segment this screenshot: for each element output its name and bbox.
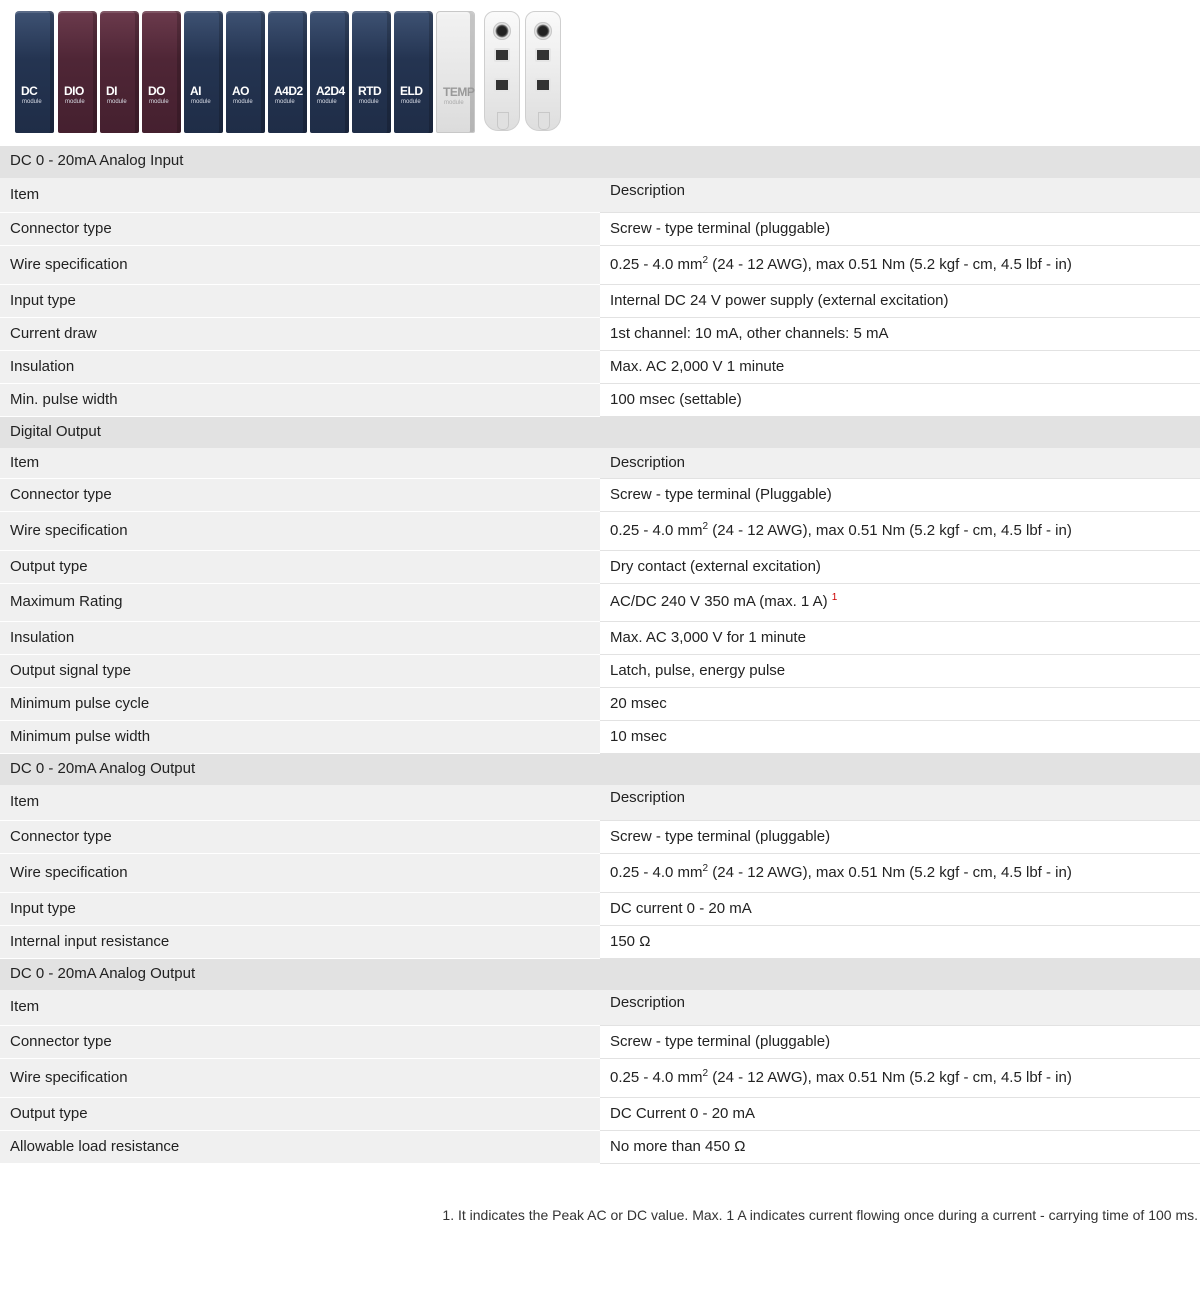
table-row [0, 853, 1200, 892]
description-cell: Screw - type terminal (pluggable) [600, 1025, 1200, 1058]
item-cell: Minimum pulse width [0, 720, 600, 753]
connector-ring-icon [534, 22, 552, 40]
item-cell: Connector type [0, 478, 600, 511]
module-image-4 [184, 11, 223, 133]
description-header: Description [600, 447, 1200, 478]
description-cell: DC Current 0 - 20 mA [600, 1097, 1200, 1130]
module-image-6 [268, 11, 307, 133]
module-image-7 [310, 11, 349, 133]
item-cell: Internal input resistance [0, 925, 600, 958]
wire-spec-rest: (24 - 12 AWG), max 0.51 Nm (5.2 kgf - cm, 4.5 lbf - in) [708, 521, 1072, 539]
table-row [0, 511, 1200, 550]
module-sublabel: module [107, 99, 127, 105]
module-label: DC [21, 84, 38, 98]
table-row [0, 1058, 1200, 1097]
item-cell: Connector type [0, 820, 600, 853]
spec-table [0, 146, 1200, 1164]
item-cell: Insulation [0, 621, 600, 654]
mount-tab-icon [538, 112, 550, 130]
description-cell [600, 511, 1200, 550]
item-cell: Insulation [0, 350, 600, 383]
connector-ring-icon [493, 22, 511, 40]
module-label: ELD [400, 84, 423, 98]
section-header-row [0, 753, 1200, 784]
description-cell: Screw - type terminal (pluggable) [600, 820, 1200, 853]
description-cell: 20 msec [600, 687, 1200, 720]
item-cell: Output type [0, 550, 600, 583]
module-sublabel: module [275, 99, 295, 105]
jack-icon [535, 48, 551, 62]
jack-icon [535, 78, 551, 92]
module-label: DI [106, 84, 117, 98]
module-label: A2D4 [316, 84, 345, 98]
jack-icon [494, 48, 510, 62]
module-sublabel: module [359, 99, 379, 105]
sensor-image-1 [525, 11, 561, 131]
item-header: Item [0, 989, 600, 1025]
table-row [0, 621, 1200, 654]
description-cell: Max. AC 2,000 V 1 minute [600, 350, 1200, 383]
mount-tab-icon [497, 112, 509, 130]
section-header-row [0, 416, 1200, 447]
superscript: 2 [702, 254, 709, 266]
module-label: AO [232, 84, 249, 98]
superscript: 2 [702, 1067, 709, 1079]
description-header: Description [600, 177, 1200, 212]
wire-spec-rest: (24 - 12 AWG), max 0.51 Nm (5.2 kgf - cm, 4.5 lbf - in) [708, 1068, 1072, 1086]
item-cell: Wire specification [0, 1058, 600, 1097]
footnote: 1. It indicates the Peak AC or DC value. Max. 1 A indicates current flowing once during a current - carrying time of 100 ms. [442, 1207, 1198, 1223]
item-cell: Input type [0, 892, 600, 925]
footnote-marker: 1 [831, 592, 838, 603]
description-cell: Dry contact (external excitation) [600, 550, 1200, 583]
module-image-5 [226, 11, 265, 133]
section-title: DC 0 - 20mA Analog Output [0, 958, 1200, 989]
description-cell [600, 245, 1200, 284]
table-row [0, 478, 1200, 511]
table-row [0, 284, 1200, 317]
section-header-row [0, 146, 1200, 177]
item-header: Item [0, 447, 600, 478]
item-cell: Wire specification [0, 245, 600, 284]
module-sublabel: module [149, 99, 169, 105]
module-sublabel: module [317, 99, 337, 105]
table-row [0, 892, 1200, 925]
section-title: DC 0 - 20mA Analog Output [0, 753, 1200, 784]
module-label: DIO [64, 84, 84, 98]
item-cell: Wire specification [0, 853, 600, 892]
module-sublabel: module [401, 99, 421, 105]
wire-spec-value: 0.25 - 4.0 mm [610, 255, 703, 273]
table-row [0, 720, 1200, 753]
column-header-row [0, 989, 1200, 1025]
description-header: Description [600, 784, 1200, 820]
item-cell: Output signal type [0, 654, 600, 687]
sensor-image-0 [484, 11, 520, 131]
description-cell: Max. AC 3,000 V for 1 minute [600, 621, 1200, 654]
module-sublabel: module [233, 99, 253, 105]
item-header: Item [0, 784, 600, 820]
table-row [0, 1130, 1200, 1163]
table-row [0, 820, 1200, 853]
table-row [0, 550, 1200, 583]
description-cell [600, 1058, 1200, 1097]
table-row [0, 1097, 1200, 1130]
item-header: Item [0, 177, 600, 212]
wire-spec-value: 0.25 - 4.0 mm [610, 1068, 703, 1086]
jack-icon [494, 78, 510, 92]
item-cell: Connector type [0, 212, 600, 245]
table-row [0, 583, 1200, 621]
column-header-row [0, 784, 1200, 820]
wire-spec-value: 0.25 - 4.0 mm [610, 521, 703, 539]
superscript: 2 [702, 862, 709, 874]
description-cell: No more than 450 Ω [600, 1130, 1200, 1163]
module-image-10 [436, 11, 475, 133]
module-label: RTD [358, 84, 382, 98]
item-cell: Input type [0, 284, 600, 317]
module-label: TEMP [443, 85, 475, 99]
section-title: Digital Output [0, 416, 1200, 447]
description-cell: 100 msec (settable) [600, 383, 1200, 416]
item-cell: Output type [0, 1097, 600, 1130]
module-sublabel: module [444, 100, 464, 106]
table-row [0, 383, 1200, 416]
module-image-1 [58, 11, 97, 133]
wire-spec-rest: (24 - 12 AWG), max 0.51 Nm (5.2 kgf - cm, 4.5 lbf - in) [708, 255, 1072, 273]
description-cell [600, 583, 1200, 621]
item-cell: Minimum pulse cycle [0, 687, 600, 720]
module-image-3 [142, 11, 181, 133]
module-label: DO [148, 84, 165, 98]
section-title: DC 0 - 20mA Analog Input [0, 146, 1200, 177]
description-cell [600, 853, 1200, 892]
table-row [0, 317, 1200, 350]
table-row [0, 350, 1200, 383]
table-row [0, 654, 1200, 687]
superscript: 2 [702, 520, 709, 532]
module-image-2 [100, 11, 139, 133]
module-image-0 [15, 11, 54, 133]
description-cell: Internal DC 24 V power supply (external excitation) [600, 284, 1200, 317]
description-cell: Screw - type terminal (Pluggable) [600, 478, 1200, 511]
module-banner [0, 0, 1200, 146]
description-cell: DC current 0 - 20 mA [600, 892, 1200, 925]
table-row [0, 245, 1200, 284]
table-row [0, 212, 1200, 245]
item-cell: Maximum Rating [0, 583, 600, 621]
item-cell: Min. pulse width [0, 383, 600, 416]
module-image-8 [352, 11, 391, 133]
description-header: Description [600, 989, 1200, 1025]
module-sublabel: module [65, 99, 85, 105]
table-row [0, 687, 1200, 720]
module-sublabel: module [191, 99, 211, 105]
table-row [0, 1025, 1200, 1058]
description-cell: 10 msec [600, 720, 1200, 753]
section-header-row [0, 958, 1200, 989]
wire-spec-value: 0.25 - 4.0 mm [610, 863, 703, 881]
module-label: AI [190, 84, 201, 98]
module-label: A4D2 [274, 84, 303, 98]
description-cell: Latch, pulse, energy pulse [600, 654, 1200, 687]
description-cell: 150 Ω [600, 925, 1200, 958]
item-cell: Current draw [0, 317, 600, 350]
column-header-row [0, 177, 1200, 212]
item-cell: Wire specification [0, 511, 600, 550]
column-header-row [0, 447, 1200, 478]
item-cell: Allowable load resistance [0, 1130, 600, 1163]
table-row [0, 925, 1200, 958]
module-image-9 [394, 11, 433, 133]
rating-value: AC/DC 240 V 350 mA (max. 1 A) [610, 593, 832, 610]
description-cell: Screw - type terminal (pluggable) [600, 212, 1200, 245]
wire-spec-rest: (24 - 12 AWG), max 0.51 Nm (5.2 kgf - cm, 4.5 lbf - in) [708, 863, 1072, 881]
item-cell: Connector type [0, 1025, 600, 1058]
module-sublabel: module [22, 99, 42, 105]
description-cell: 1st channel: 10 mA, other channels: 5 mA [600, 317, 1200, 350]
